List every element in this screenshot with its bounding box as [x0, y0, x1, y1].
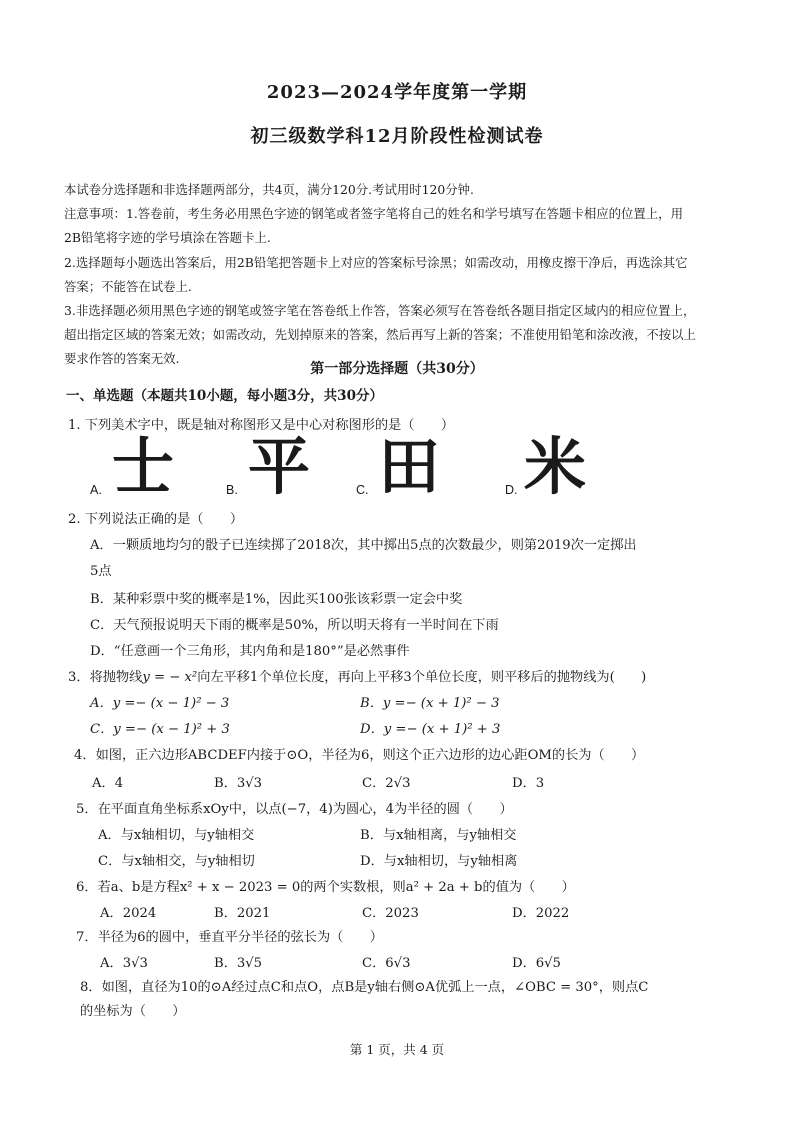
q1-option-c-label: C.: [356, 483, 369, 497]
q3-stem-pre: 3．将抛物线: [68, 670, 143, 685]
page-footer: 第 1 页，共 4 页: [349, 1042, 445, 1057]
instruction-line: 3.非选择题必须用黑色字迹的钢笔或签字笔在答卷纸上作答，答案必须写在答卷纸各题目指定区域内的相应位置上，: [64, 303, 696, 319]
q3-option-c: C．y =− (x − 1)² + 3: [90, 722, 230, 737]
q2-option-b: B．某种彩票中奖的概率是1%，因此买100张该彩票一定会中奖: [90, 592, 463, 607]
q5-option-a: A．与x轴相切，与y轴相交: [98, 828, 255, 843]
q1-option-d-figure: 米: [524, 430, 587, 503]
q3-option-d: D．y =− (x + 1)² + 3: [360, 722, 501, 737]
exam-instructions: [64, 178, 736, 372]
question-7-stem: 7．半径为6的圆中，垂直平分半径的弦长为（ ）: [76, 930, 383, 945]
instruction-line: 超出指定区域的答案无效；如需改动，先划掉原来的答案，然后再写上新的答案；不准使用铅笔和涂改液，不按以上: [64, 327, 696, 343]
exam-year-title: 2023—2024学年度第一学期: [266, 82, 528, 103]
instruction-line: 答案；不能答在试卷上.: [64, 278, 192, 294]
q5-option-c: C．与x轴相交，与y轴相切: [98, 854, 255, 869]
q7-option-c: C．6√3: [362, 956, 411, 971]
section-title: 一、单选题（本题共10小题，每小题3分，共30分）: [66, 388, 383, 404]
q1-option-b-label: B.: [226, 483, 238, 497]
question-3-stem: [68, 666, 646, 685]
question-2-stem: 2. 下列说法正确的是（ ）: [68, 512, 244, 527]
q2-option-d: D．“任意画一个三角形，其内角和是180°”是必然事件: [90, 644, 410, 659]
q2-option-a: A．一颗质地均匀的骰子已连续掷了2018次，其中掷出5点的次数最少，则第2019次一定掷出: [90, 538, 637, 553]
q5-option-b: B．与x轴相离，与y轴相交: [360, 828, 517, 843]
instruction-line: 2B铅笔将字迹的学号填涂在答题卡上.: [64, 230, 271, 246]
question-1-stem: 1. 下列美术字中，既是轴对称图形又是中心对称图形的是（ ）: [68, 418, 455, 433]
question-8-stem-cont: 的坐标为（ ）: [80, 1004, 186, 1019]
exam-subject-title: 初三级数学科12月阶段性检测试卷: [250, 126, 544, 147]
q5-option-d: D．与x轴相切，与y轴相离: [360, 854, 518, 869]
q3-option-a: A．y =− (x − 1)² − 3: [90, 696, 230, 711]
q4-option-a: A．4: [92, 776, 124, 791]
q1-option-c-figure: 田: [378, 430, 441, 503]
instruction-line: 2.选择题每小题选出答案后，用2B铅笔把答题卡上对应的答案标号涂黑；如需改动，用橡皮擦干净后，再选涂其它: [64, 254, 688, 270]
q3-stem-formula: y = − x²: [142, 670, 198, 685]
q4-option-c: C．2√3: [362, 776, 411, 791]
q3-stem-post: 向左平移1个单位长度，再向上平移3个单位长度，则平移后的抛物线为( ): [197, 670, 647, 685]
question-5-stem: 5．在平面直角坐标系xOy中，以点(−7，4)为圆心，4为半径的圆（ ）: [76, 802, 513, 817]
q6-option-c: C．2023: [362, 906, 419, 921]
q6-option-d: D．2022: [512, 906, 570, 921]
question-6-stem: 6．若a、b是方程x² + x − 2023 = 0的两个实数根，则a² + 2a + b的值为（ ）: [76, 880, 575, 895]
instruction-line: 本试卷分选择题和非选择题两部分，共4页，满分120分.考试用时120分钟.: [64, 182, 474, 197]
q6-option-b: B．2021: [214, 906, 271, 921]
q2-option-a-cont: 5点: [90, 564, 112, 579]
q6-option-a: A．2024: [100, 906, 157, 921]
q7-option-d: D．6√5: [512, 956, 561, 971]
question-8-stem: 8．如图，直径为10的⊙A经过点C和点O，点B是y轴右侧⊙A优弧上一点，∠OBC = 30°，则点C: [80, 980, 649, 995]
q3-option-b: B．y =− (x + 1)² − 3: [360, 696, 500, 711]
q1-option-a-label: A.: [90, 483, 102, 497]
question-4-stem: 4．如图，正六边形ABCDEF内接于⊙O，半径为6，则这个正六边形的边心距OM的长为（ ）: [74, 748, 645, 763]
q7-option-b: B．3√5: [214, 956, 263, 971]
q7-option-a: A．3√3: [100, 956, 148, 971]
q4-option-b: B．3√3: [214, 776, 263, 791]
q1-option-a-figure: 士: [112, 430, 175, 503]
q1-option-b-figure: 平: [248, 430, 311, 503]
q2-option-c: C．天气预报说明天下雨的概率是50%，所以明天将有一半时间在下雨: [90, 618, 499, 633]
instruction-line: 注意事项：1.答卷前，考生务必用黑色字迹的钢笔或者签字笔将自己的姓名和学号填写在答题卡相应的位置上，用: [64, 206, 683, 222]
q4-option-d: D．3: [512, 776, 545, 791]
part-one-title: 第一部分选择题（共30分）: [310, 361, 484, 377]
instruction-line: 要求作答的答案无效.: [64, 351, 180, 367]
q1-option-d-label: D.: [505, 483, 518, 497]
